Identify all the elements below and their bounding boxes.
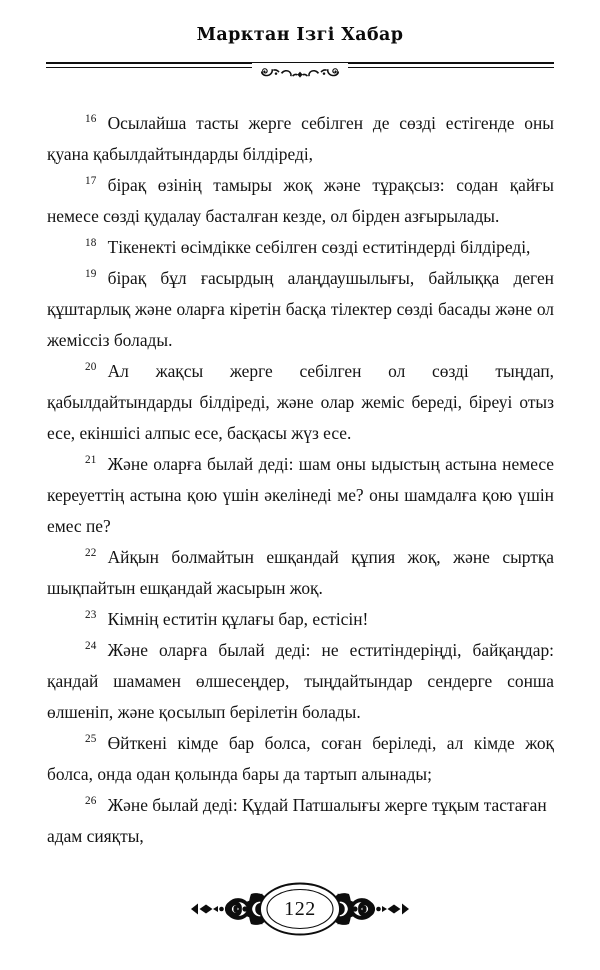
verse-paragraph bbox=[47, 356, 554, 449]
verse-number: 26 bbox=[85, 795, 97, 808]
scripture-body bbox=[47, 108, 554, 852]
verse-text: Ал жақсы жерге себілген ол сөзді тыңдап, қабылдайтындарды білдіреді, және олар жеміс береді, біреуі отыз есе, екіншісі алпыс есе, басқасы жүз есе. bbox=[47, 361, 554, 443]
verse-paragraph bbox=[47, 728, 554, 790]
verse-text: Тікенекті өсімдікке себілген сөзді еститіндерді білдіреді, bbox=[107, 237, 531, 257]
verse-number: 16 bbox=[85, 113, 97, 126]
verse-paragraph bbox=[47, 449, 554, 542]
verse-text: Айқын болмайтын ешқандай құпия жоқ, және сыртқа шықпайтын ешқандай жасырын жоқ. bbox=[47, 547, 554, 598]
verse-paragraph bbox=[47, 542, 554, 604]
verse-text: Кімнің еститін құлағы бар, естісін! bbox=[107, 609, 369, 629]
ornate-cartouche-ornament bbox=[185, 874, 415, 944]
verse-number: 21 bbox=[85, 454, 97, 467]
verse-paragraph bbox=[47, 790, 554, 852]
verse-number: 25 bbox=[85, 733, 97, 746]
verse-paragraph bbox=[47, 232, 554, 263]
running-head-title: Марктан Ізгі Хабар bbox=[196, 25, 404, 45]
verse-number: 19 bbox=[85, 268, 97, 281]
running-head bbox=[0, 26, 600, 45]
verse-number: 17 bbox=[85, 175, 97, 188]
verse-paragraph bbox=[47, 635, 554, 728]
scroll-flourish-ornament bbox=[252, 63, 348, 83]
verse-text: Және оларға былай деді: не еститіндеріңді, байқаңдар: қандай шамамен өлшесеңдер, тыңдайтындар сендерге сонша өлшеніп, және қосылып берілетін болады. bbox=[47, 640, 554, 722]
verse-number: 18 bbox=[85, 237, 97, 250]
verse-paragraph bbox=[47, 604, 554, 635]
verse-text: Және былай деді: Құдай Патшалығы жерге тұқым тастаған адам сияқты, bbox=[47, 795, 547, 846]
verse-text: Осылайша тасты жерге себілген де сөзді естігенде оны қуана қабылдайтындарды білдіреді, bbox=[47, 113, 554, 164]
verse-number: 23 bbox=[85, 609, 97, 622]
verse-paragraph bbox=[47, 170, 554, 232]
verse-number: 20 bbox=[85, 361, 97, 374]
verse-number: 24 bbox=[85, 640, 97, 653]
verse-text: бірақ өзінің тамыры жоқ және тұрақсыз: содан қайғы немесе сөзді қудалау басталған кезде, ол бірден азғырылады. bbox=[47, 175, 554, 226]
verse-text: Өйткені кімде бар болса, соған беріледі, ал кімде жоқ болса, онда одан қолында бары да тартып алынады; bbox=[47, 733, 554, 784]
verse-text: бірақ бұл ғасырдың алаңдаушылығы, байлыққа деген құштарлық және оларға кіретін басқа тілектер сөзді басады және ол жеміссіз болады. bbox=[47, 268, 554, 350]
page-number-value: 122 bbox=[284, 897, 316, 920]
verse-text: Және оларға былай деді: шам оны ыдыстың астына немесе кереуеттің астына қою үшін әкелінеді ме? оны шамдалға қою үшін емес пе? bbox=[47, 454, 554, 536]
verse-paragraph bbox=[47, 263, 554, 356]
verse-paragraph bbox=[47, 108, 554, 170]
verse-number: 22 bbox=[85, 547, 97, 560]
